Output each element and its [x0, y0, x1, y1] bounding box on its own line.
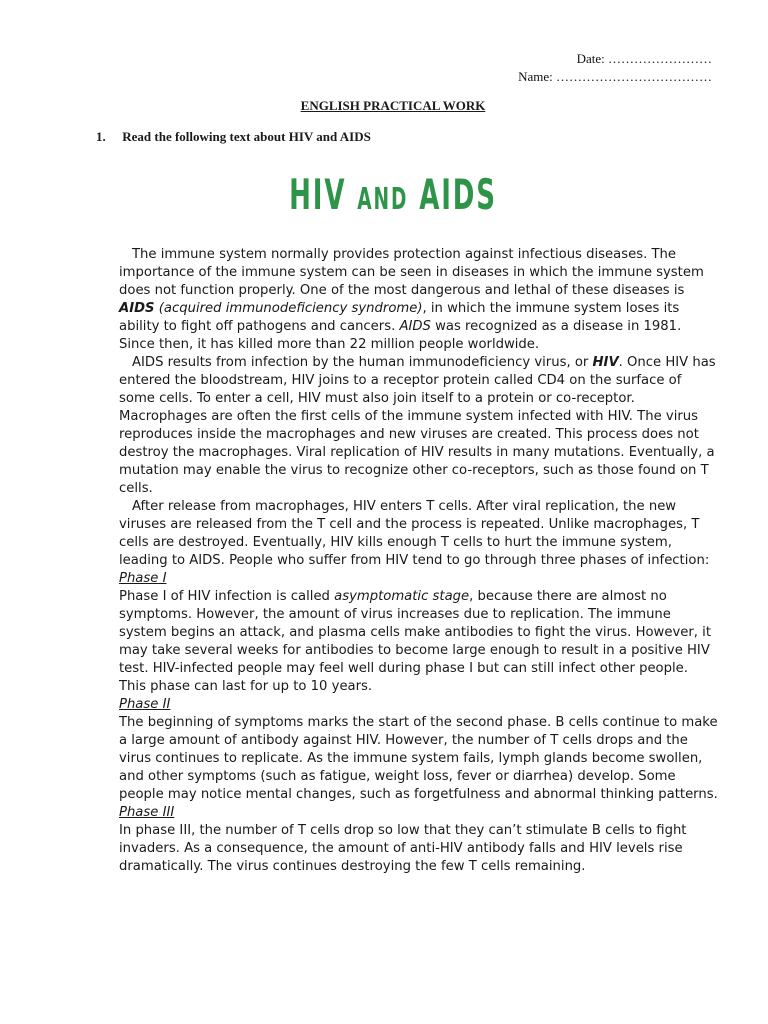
- aids-italic: AIDS: [399, 319, 431, 334]
- name-label: Name:: [518, 69, 553, 84]
- hiv-term: HIV: [592, 355, 619, 370]
- instruction-text: Read the following text about HIV and AIDS: [122, 129, 371, 144]
- aids-definition: (acquired immunodeficiency syndrome): [154, 301, 423, 316]
- instruction: [96, 129, 371, 145]
- title-aids: AIDS: [419, 170, 497, 219]
- phase2-text: The beginning of symptoms marks the start of the second phase. B cells continue to make a large amount of antibody against HIV. However, the number of T cells drops and the virus continues to replicate. As the immune system fails, lymph glands become swollen, and other symptoms (such as fatigue, weight loss, fever or diarrhea) develop. Some people may notice mental changes, such as forgetfulness and abnormal thinking patterns.: [119, 715, 718, 802]
- name-field: [518, 69, 712, 85]
- phase1-text-a: Phase I of HIV infection is called: [119, 589, 335, 604]
- paragraph-hiv: [119, 354, 719, 498]
- date-label: Date:: [576, 51, 605, 66]
- para1-text-b: , in which the immune system loses its ability to fight off pathogens and cancers.: [119, 301, 680, 334]
- aids-term: AIDS: [119, 301, 155, 316]
- para2-text-a: AIDS results from infection by the human immunodeficiency virus, or: [132, 355, 593, 370]
- para1-text-c: was recognized as a disease in 1981. Since then, it has killed more than 22 million people worldwide.: [119, 319, 682, 352]
- article-body: [119, 246, 719, 876]
- paragraph-intro: [119, 246, 719, 354]
- date-field: [577, 51, 712, 67]
- name-blank: ………………………………: [556, 69, 712, 84]
- title-hiv: HIV: [289, 170, 347, 219]
- date-blank: ……………………: [608, 51, 712, 66]
- phase1-heading: Phase I: [119, 571, 167, 586]
- phase3-text: In phase III, the number of T cells drop so low that they can’t stimulate B cells to fight invaders. As a consequence, the amount of anti-HIV antibody falls and HIV levels rise dramatically. The virus continues destroying the few T cells remaining.: [119, 823, 687, 874]
- phase1-text: [119, 588, 719, 696]
- instruction-number: 1.: [96, 129, 106, 144]
- phase1-text-b: , because there are almost no symptoms. However, the amount of virus increases due to replication. The immune system begins an attack, and plasma cells make antibodies to fight the virus. However, it may take several weeks for antibodies to become large enough to result in a positive HIV test. HIV-infected people may feel well during phase I but can still infect other people. This phase can last for up to 10 years.: [119, 589, 712, 694]
- article-title: [149, 170, 636, 219]
- asymptomatic-term: asymptomatic stage: [334, 589, 470, 604]
- document-heading: ENGLISH PRACTICAL WORK: [300, 98, 486, 113]
- title-and: AND: [357, 182, 409, 217]
- paragraph-tcells: After release from macrophages, HIV enters T cells. After viral replication, the new viruses are released from the T cell and the process is repeated. Unlike macrophages, T cells are destroyed. Eventually, HIV kills enough T cells to hurt the immune system, leading to AIDS. People who suffer from HIV tend to go through three phases of infection:: [119, 499, 710, 568]
- phase2-heading: Phase II: [119, 697, 171, 712]
- para1-text-a: The immune system normally provides protection against infectious diseases. The importance of the immune system can be seen in diseases in which the immune system does not function properly. One of the most dangerous and lethal of these diseases is: [119, 247, 704, 298]
- para2-text-b: . Once HIV has entered the bloodstream, HIV joins to a receptor protein called CD4 on the surface of some cells. To enter a cell, HIV must also join itself to a protein or co-receptor. Macrophages are often the first cells of the immune system infected with HIV. The virus reproduces inside the macrophages and new viruses are created. This process does not destroy the macrophages. Viral replication of HIV results in many mutations. Eventually, a mutation may enable the virus to recognize other co-receptors, such as those found on T cells.: [119, 355, 716, 496]
- phase3-heading: Phase III: [119, 805, 175, 820]
